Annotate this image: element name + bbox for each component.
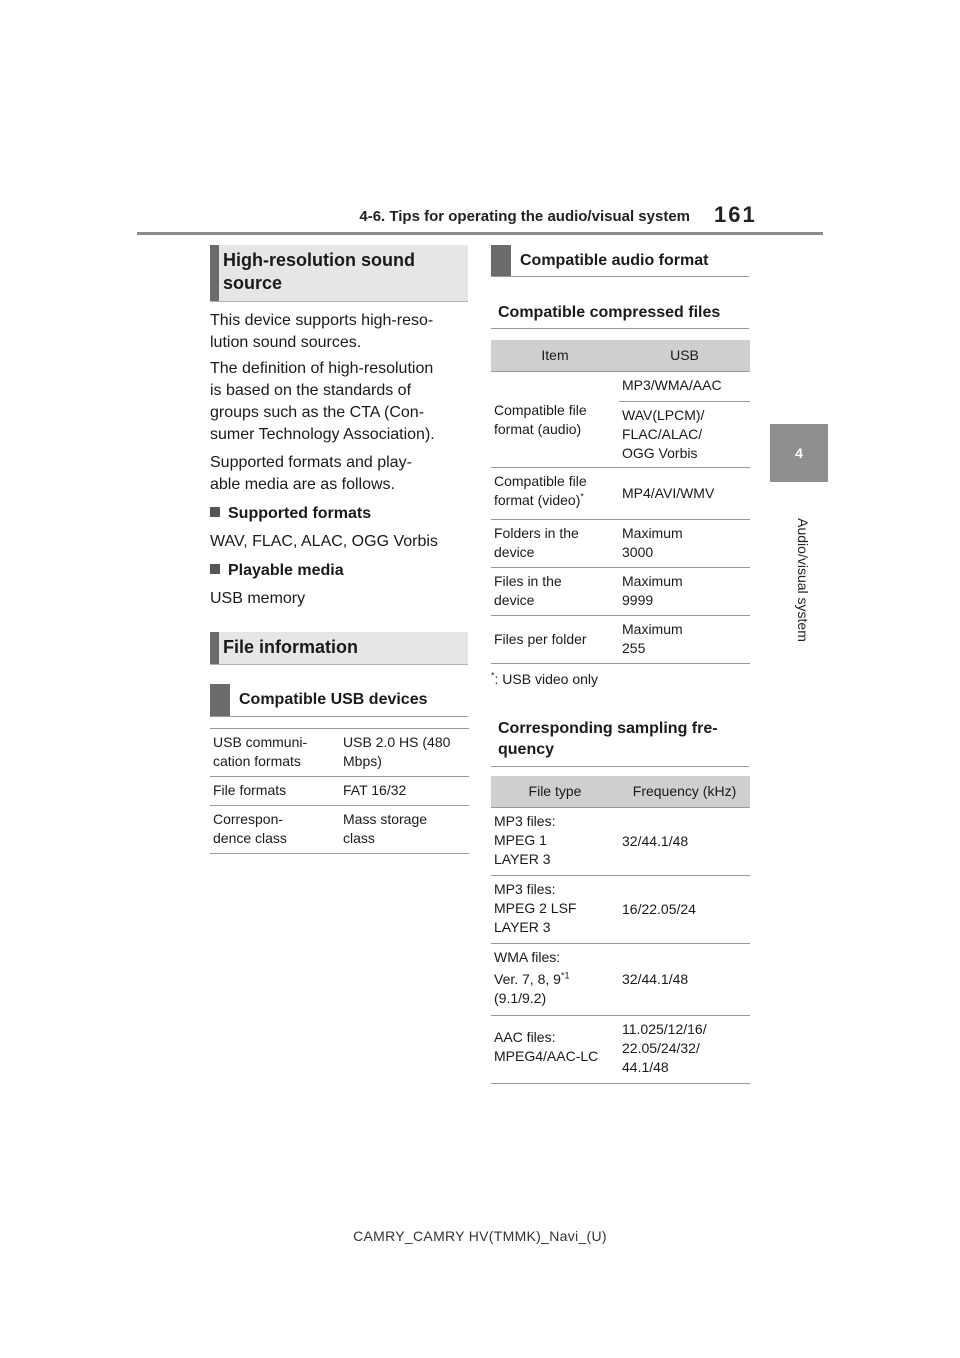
usb-devices-table <box>210 728 469 854</box>
table-row <box>491 520 750 568</box>
heading-text: Compatible USB devices <box>239 691 428 708</box>
playable-media-value: USB memory <box>210 590 306 607</box>
table-row <box>491 1016 750 1084</box>
chapter-label: Audio/visual system <box>795 518 811 642</box>
footnote <box>491 670 598 689</box>
table-cell: Compatible file format (video)* <box>494 473 587 508</box>
table-cell: Mass storage class <box>343 811 428 846</box>
table-cell: Maximum 3000 <box>622 525 683 560</box>
table-cell: 11.025/12/16/ 22.05/24/32/ 44.1/48 <box>622 1021 707 1075</box>
column-header: Item <box>491 340 619 372</box>
paragraph-supported <box>210 452 470 496</box>
table-cell: Compatible file format (audio) <box>491 372 619 468</box>
table-row <box>491 876 750 944</box>
table-cell: FAT 16/32 <box>343 782 407 798</box>
bullet-text: Supported formats <box>228 505 372 522</box>
square-bullet-icon <box>210 564 220 574</box>
heading-text: Corresponding sampling fre- <box>498 720 718 737</box>
heading-bar <box>491 245 511 276</box>
table-row <box>491 372 750 402</box>
heading-text: High-resolution sound <box>223 250 415 270</box>
table-cell: 32/44.1/48 <box>622 971 689 987</box>
heading-sampling-frequency <box>491 712 749 767</box>
table-cell: Folders in the device <box>494 525 579 560</box>
square-bullet-icon <box>210 507 220 517</box>
heading-compressed-files <box>491 296 749 329</box>
section-title: 4-6. Tips for operating the audio/visual system <box>359 208 690 225</box>
text-line: is based on the standards of <box>210 382 412 399</box>
heading-compatible-usb <box>210 684 468 717</box>
table-cell: File formats <box>213 782 287 798</box>
table-cell: Correspon- dence class <box>213 811 287 846</box>
column-header: Frequency (kHz) <box>619 776 750 808</box>
heading-text: source <box>223 273 283 293</box>
table-cell: Maximum 9999 <box>622 573 683 608</box>
paragraph-definition <box>210 358 470 446</box>
text-line: This device supports high-reso- <box>210 312 434 329</box>
text-line: The definition of high-resolution <box>210 360 434 377</box>
table-cell: MP3 files: MPEG 1 LAYER 3 <box>494 813 556 867</box>
table-cell: Files in the device <box>494 573 562 608</box>
bullet-supported-formats <box>210 503 371 525</box>
paragraph-highres <box>210 310 470 354</box>
sampling-frequency-table <box>491 776 750 1084</box>
table-header-row <box>491 776 750 808</box>
heading-file-information <box>210 632 468 665</box>
table-row <box>210 729 469 777</box>
heading-text: File information <box>223 637 358 657</box>
table-cell: Files per folder <box>494 631 587 647</box>
table-row <box>491 568 750 616</box>
column-header: USB <box>619 340 750 372</box>
heading-bar <box>210 632 219 664</box>
page-number: 161 <box>714 202 757 227</box>
header-rule <box>137 232 823 235</box>
supported-formats-value: WAV, FLAC, ALAC, OGG Vorbis <box>210 533 438 550</box>
heading-text: Compatible compressed files <box>498 304 721 321</box>
table-row <box>491 808 750 876</box>
table-cell: Maximum 255 <box>622 621 683 656</box>
text-line: lution sound sources. <box>210 334 362 351</box>
table-cell: MP3 files: MPEG 2 LSF LAYER 3 <box>494 881 577 935</box>
bullet-playable-media <box>210 560 344 582</box>
compressed-files-table <box>491 340 750 664</box>
heading-bar <box>210 684 230 716</box>
footer-model-code: CAMRY_CAMRY HV(TMMK)_Navi_(U) <box>353 1228 607 1244</box>
heading-compatible-audio <box>491 245 749 277</box>
table-row <box>491 616 750 664</box>
table-cell: USB communi- cation formats <box>213 734 308 769</box>
table-row <box>210 806 469 854</box>
heading-text: quency <box>498 741 555 758</box>
table-cell: WMA files: Ver. 7, 8, 9$^{*1}$ (9.1/9.2) <box>494 949 570 1006</box>
text-line: groups such as the CTA (Con- <box>210 404 425 421</box>
footnote-text: : USB video only <box>494 671 599 687</box>
table-header-row <box>491 340 750 372</box>
bullet-text: Playable media <box>228 562 344 579</box>
text-line: sumer Technology Association). <box>210 426 435 443</box>
table-cell: WAV(LPCM)/ FLAC/ALAC/ OGG Vorbis <box>622 407 705 461</box>
heading-bar <box>210 245 219 301</box>
table-cell: 32/44.1/48 <box>622 833 689 849</box>
text-line: able media are as follows. <box>210 476 395 493</box>
heading-high-resolution <box>210 245 468 302</box>
heading-text: Compatible audio format <box>520 252 709 269</box>
footnote-mark: * <box>491 670 495 681</box>
table-cell: MP4/AVI/WMV <box>622 485 715 501</box>
table-cell: AAC files: MPEG4/AAC-LC <box>494 1029 599 1064</box>
table-row <box>491 944 750 1016</box>
table-cell: MP3/WMA/AAC <box>622 377 722 393</box>
column-header: File type <box>491 776 619 808</box>
table-row <box>210 777 469 806</box>
table-row <box>491 468 750 520</box>
table-cell: 16/22.05/24 <box>622 901 696 917</box>
table-cell: USB 2.0 HS (480 Mbps) <box>343 734 451 769</box>
text-line: Supported formats and play- <box>210 454 412 471</box>
chapter-tab[interactable]: 4 <box>770 424 828 482</box>
